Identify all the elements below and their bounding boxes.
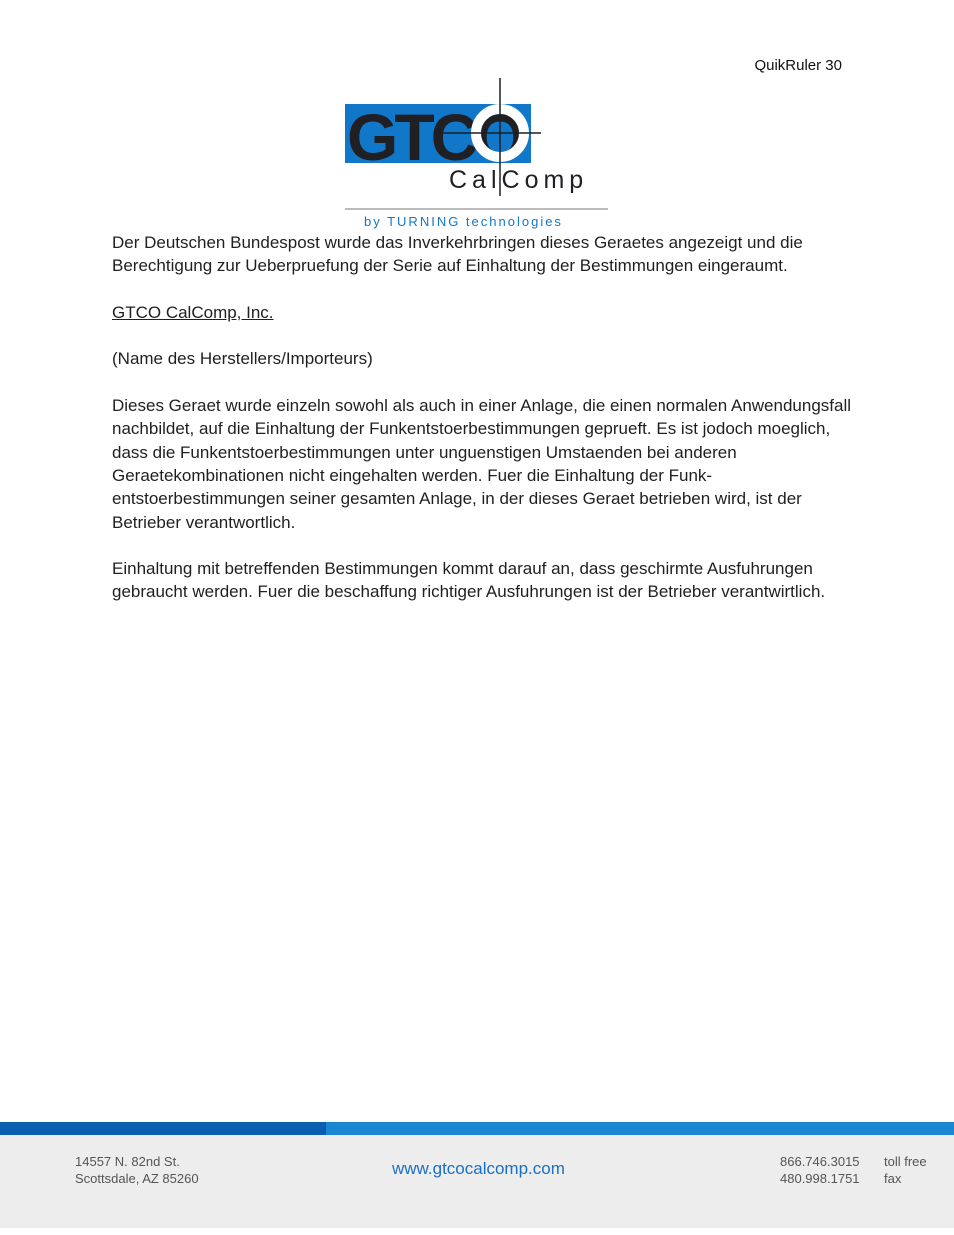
manufacturer-name: GTCO CalComp, Inc. [112,302,274,322]
page-header-label: QuikRuler 30 [754,57,842,74]
footer-phone-numbers [780,1154,860,1187]
page-footer [0,1122,954,1228]
footer-accent-bar-light [326,1122,954,1135]
logo-subtitle: CalComp [449,166,589,194]
paragraph-interference: Dieses Geraet wurde einzeln sowohl als auch in einer Anlage, die einen normalen Anwendungsfall nachbildet, auf die Einhaltung der Funkentstoerbestimmungen geprueft. Es ist jodoch moeglich, dass die Funkentstoerbestimmungen unter unguenstigen Umstaenden bei anderen Geraetekombinationen nicht eingehalten werden. Fuer die Einhaltung der Funk-entstoerbestimmungen seiner gesamten Anlage, in der dieses Geraet betrieben wird, ist der Betrieber verantwortlich. [112,396,852,532]
paragraph-shielding: Einhaltung mit betreffenden Bestimmungen kommt darauf an, dass geschirmte Ausfuhrungen gebraucht werden. Fuer die beschaffung richtiger Ausfuhrungen ist der Betrieber verantwirtlich. [112,559,826,602]
phone-fax: 480.998.1751 [780,1170,860,1186]
footer-address [75,1154,199,1187]
footer-accent-bar-dark [0,1122,326,1135]
logo-tagline: by TURNING technologies [364,214,563,229]
label-tollfree: toll free [884,1154,927,1169]
footer-website-link[interactable]: www.gtcocalcomp.com [392,1159,565,1178]
paragraph-registration: Der Deutschen Bundespost wurde das Inverkehrbringen dieses Geraetes angezeigt und die Berechtigung zur Ueberpruefung der Serie auf Einhaltung der Bestimmungen eingeraumt. [112,233,803,276]
manufacturer-note: (Name des Herstellers/Importeurs) [112,349,373,369]
address-city: Scottsdale, AZ 85260 [75,1170,199,1186]
logo-wordmark: GTCO [347,100,522,174]
gtco-calcomp-logo [343,78,613,230]
address-street: 14557 N. 82nd St. [75,1154,180,1169]
label-fax: fax [884,1170,902,1186]
phone-tollfree: 866.746.3015 [780,1154,860,1169]
footer-phone-labels [884,1154,927,1187]
document-body [112,231,852,627]
